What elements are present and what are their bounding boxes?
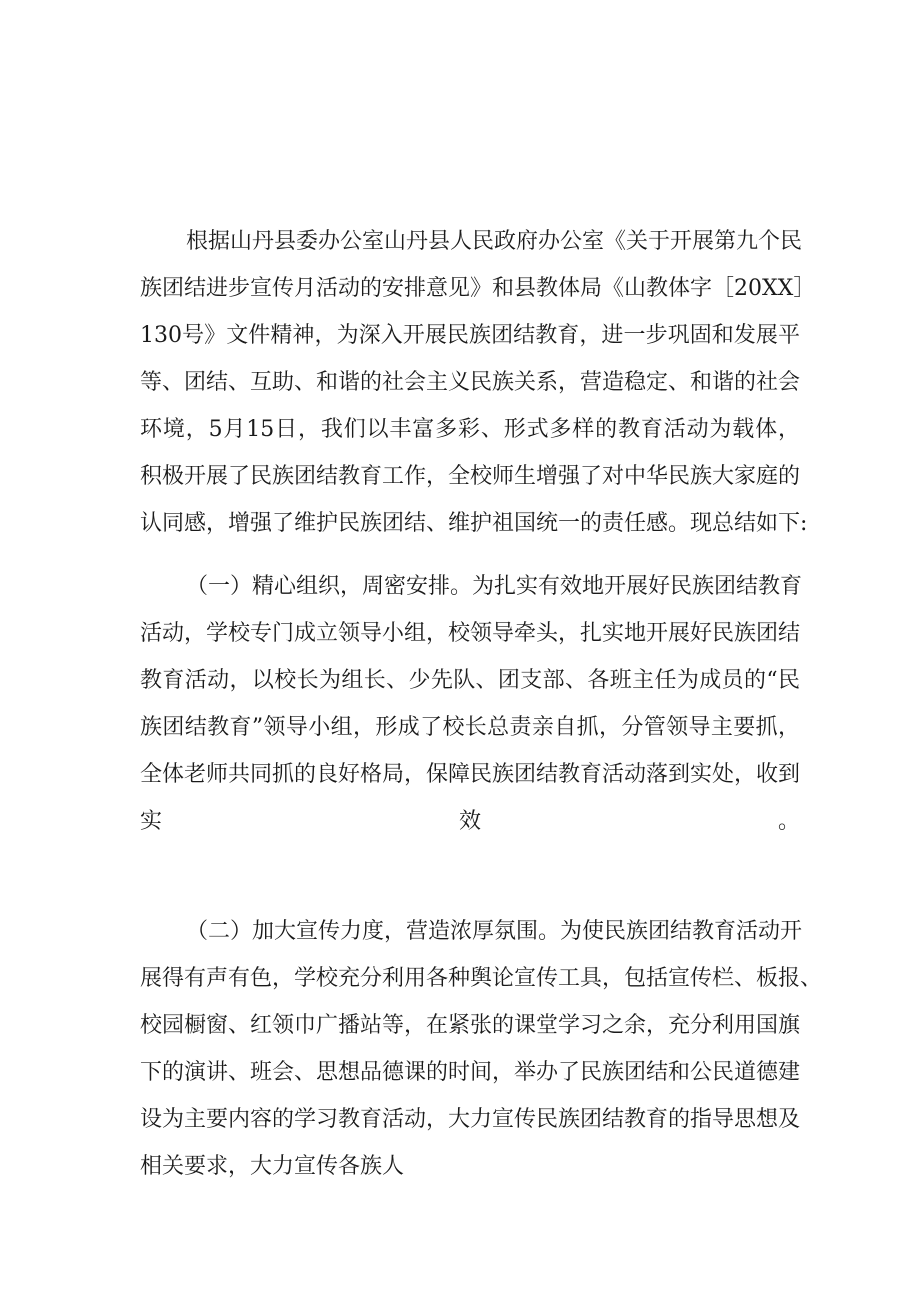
paragraph-1-line-4: 等、团结、互助、和谐的社会主义民族关系，营造稳定、和谐的社会 bbox=[140, 370, 801, 395]
paragraph-3-line-2: 展得有声有色，学校充分利用各种舆论宣传工具，包括宣传栏、板报、 bbox=[140, 966, 823, 991]
paragraph-2-line-6: 实效。 bbox=[140, 809, 800, 834]
paragraph-1-line-3: 130号》文件精神，为深入开展民族团结教育，进一步巩固和发展平 bbox=[140, 323, 800, 348]
paragraph-3-line-4: 下的演讲、班会、思想品德课的时间，举办了民族团结和公民道德建 bbox=[140, 1060, 801, 1085]
paragraph-3-line-6: 相关要求，大力宣传各族人 bbox=[140, 1154, 405, 1179]
paragraph-3-line-5: 设为主要内容的学习教育活动，大力宣传民族团结教育的指导思想及 bbox=[140, 1107, 801, 1132]
paragraph-2-line-5: 全体老师共同抓的良好格局，保障民族团结教育活动落到实处，收到 bbox=[140, 762, 801, 787]
paragraph-2-line-3: 教育活动，以校长为组长、少先队、团支部、各班主任为成员的“民 bbox=[140, 668, 800, 693]
paragraph-1-line-2: 族团结进步宣传月活动的安排意见》和县教体局《山教体字［20XX］ bbox=[140, 276, 816, 301]
paragraph-1-line-6: 积极开展了民族团结教育工作，全校师生增强了对中华民族大家庭的 bbox=[140, 464, 801, 489]
paragraph-2-line-2: 活动，学校专门成立领导小组，校领导牵头，扎实地开展好民族团结 bbox=[140, 621, 801, 646]
paragraph-2-line-1: （一）精心组织，周密安排。为扎实有效地开展好民族团结教育 bbox=[186, 574, 803, 599]
paragraph-1-line-7: 认同感，增强了维护民族团结、维护祖国统一的责任感。现总结如下: bbox=[140, 511, 808, 536]
paragraph-3-line-3: 校园橱窗、红领巾广播站等，在紧张的课堂学习之余，充分利用国旗 bbox=[140, 1013, 801, 1038]
paragraph-3-line-1: （二）加大宣传力度，营造浓厚氛围。为使民族团结教育活动开 bbox=[186, 919, 803, 944]
paragraph-1-line-5: 环境，5月15日，我们以丰富多彩、形式多样的教育活动为载体， bbox=[140, 417, 800, 442]
paragraph-1-line-1: 根据山丹县委办公室山丹县人民政府办公室《关于开展第九个民 bbox=[186, 229, 803, 254]
paragraph-2-line-4: 族团结教育”领导小组，形成了校长总责亲自抓，分管领导主要抓， bbox=[140, 715, 800, 740]
